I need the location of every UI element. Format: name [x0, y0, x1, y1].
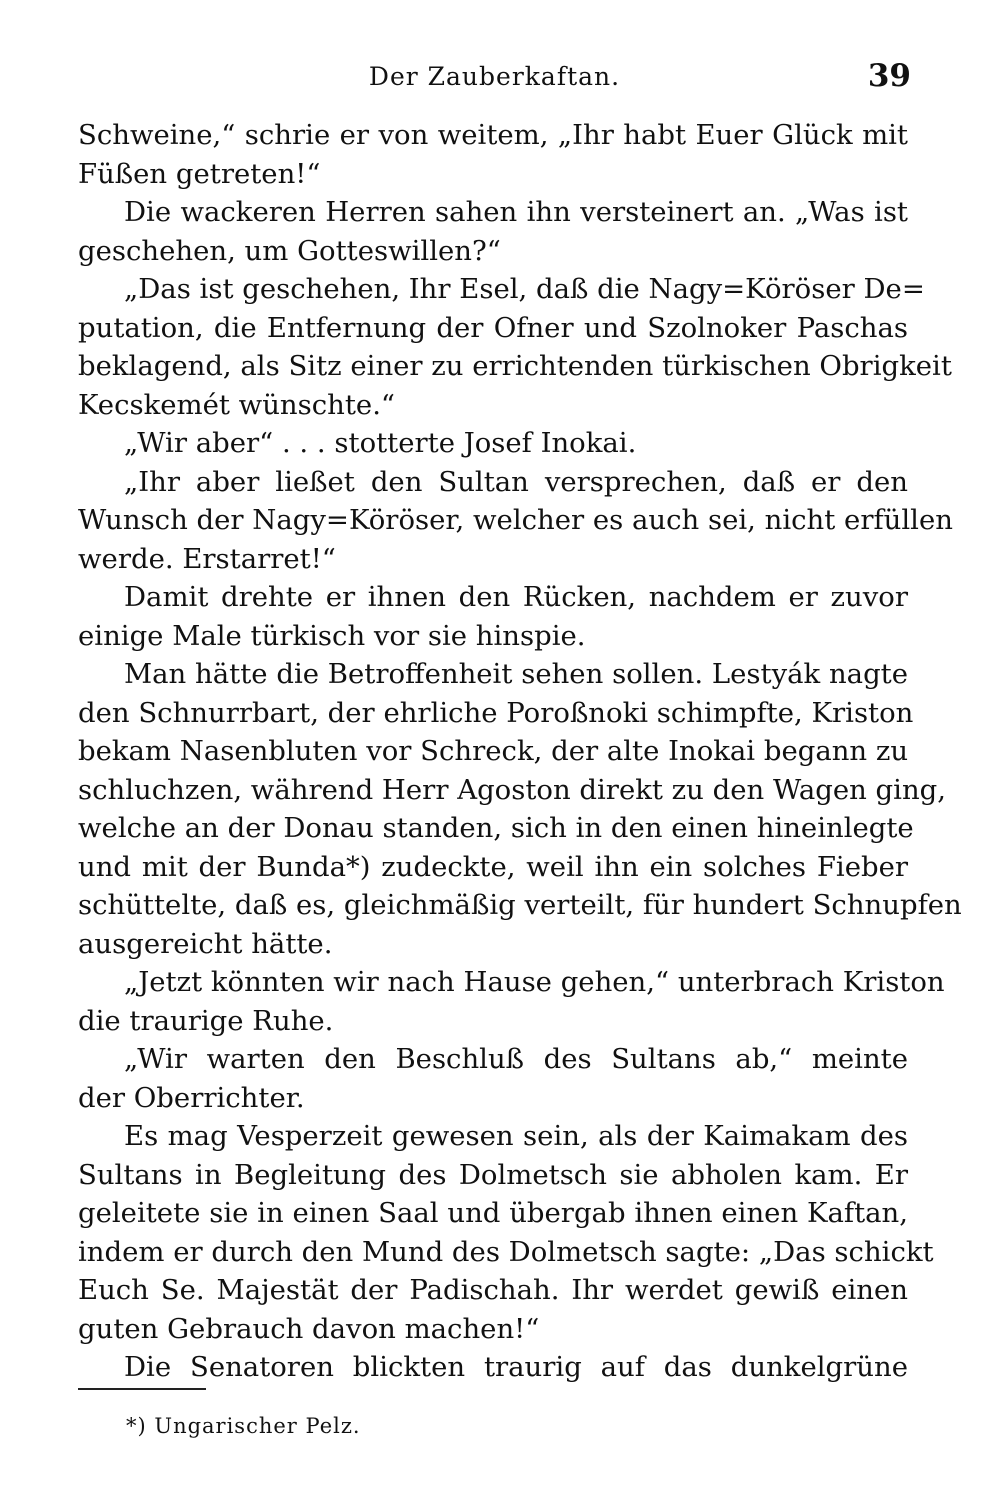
text-line: guten Gebrauch davon machen!“ — [78, 1312, 540, 1345]
text-line: schluchzen, während Herr Agoston direkt zu den Wagen ging, — [78, 773, 947, 806]
text-line: werde. Erstarret!“ — [78, 542, 336, 575]
text-line: die traurige Ruhe. — [78, 1004, 334, 1037]
text-line: „Das ist geschehen, Ihr Esel, daß die Nagy=Köröser De= — [124, 273, 925, 305]
text-line: Schweine,“ schrie er von weitem, „Ihr habt Euer Glück mit — [78, 119, 908, 151]
text-line: den Schnurrbart, der ehrliche Poroßnoki schimpfte, Kriston — [78, 696, 914, 729]
page-number: 39 — [867, 58, 911, 94]
text-line: geleitete sie in einen Saal und übergab ihnen einen Kaftan, — [78, 1197, 908, 1229]
text-line: Die Senatoren blickten traurig auf das dunkelgrüne — [124, 1351, 908, 1383]
running-title: Der Zauberkaftan. — [368, 62, 621, 91]
text-line: Füßen getreten!“ — [78, 157, 321, 190]
text-line: der Oberrichter. — [78, 1081, 305, 1114]
text-line: indem er durch den Mund des Dolmetsch sagte: „Das schickt — [78, 1235, 934, 1268]
text-line: „Wir aber“ . . . stotterte Josef Inokai. — [124, 427, 637, 459]
text-line: beklagend, als Sitz einer zu errichtenden türkischen Obrigkeit — [78, 350, 952, 382]
footnote-divider — [78, 1388, 206, 1390]
text-line: „Jetzt könnten wir nach Hause gehen,“ unterbrach Kriston — [124, 966, 945, 998]
text-line: Es mag Vesperzeit gewesen sein, als der Kaimakam des — [124, 1120, 908, 1152]
page-header — [78, 58, 911, 102]
text-line: putation, die Entfernung der Ofner und Szolnoker Paschas — [78, 311, 908, 344]
text-line: Man hätte die Betroffenheit sehen sollen. Lestyák nagte — [124, 658, 908, 690]
text-line: Wunsch der Nagy=Köröser, welcher es auch sei, nicht erfüllen — [78, 504, 953, 536]
text-line: bekam Nasenbluten vor Schreck, der alte Inokai begann zu — [78, 735, 909, 767]
text-line: einige Male türkisch vor sie hinspie. — [78, 619, 586, 652]
text-line: und mit der Bunda*) zudeckte, weil ihn ein solches Fieber — [78, 850, 908, 883]
text-line: „Wir warten den Beschluß des Sultans ab,“ meinte — [124, 1043, 908, 1075]
text-line: welche an der Donau standen, sich in den einen hineinlegte — [78, 812, 914, 844]
text-line: Euch Se. Majestät der Padischah. Ihr werdet gewiß einen — [78, 1274, 908, 1306]
text-line: Damit drehte er ihnen den Rücken, nachdem er zuvor — [124, 581, 908, 613]
text-line: Kecskemét wünschte.“ — [78, 388, 395, 421]
text-line: „Ihr aber ließet den Sultan versprechen, daß er den — [124, 465, 908, 498]
text-line: Sultans in Begleitung des Dolmetsch sie abholen kam. Er — [78, 1158, 908, 1191]
footnote: *) Ungarischer Pelz. — [126, 1414, 361, 1438]
body-text — [78, 116, 962, 1387]
text-line: Die wackeren Herren sahen ihn versteinert an. „Was ist — [124, 196, 908, 228]
text-line: schüttelte, daß es, gleichmäßig verteilt, für hundert Schnupfen — [78, 889, 962, 921]
text-line: geschehen, um Gotteswillen?“ — [78, 234, 501, 267]
text-line: ausgereicht hätte. — [78, 927, 333, 960]
